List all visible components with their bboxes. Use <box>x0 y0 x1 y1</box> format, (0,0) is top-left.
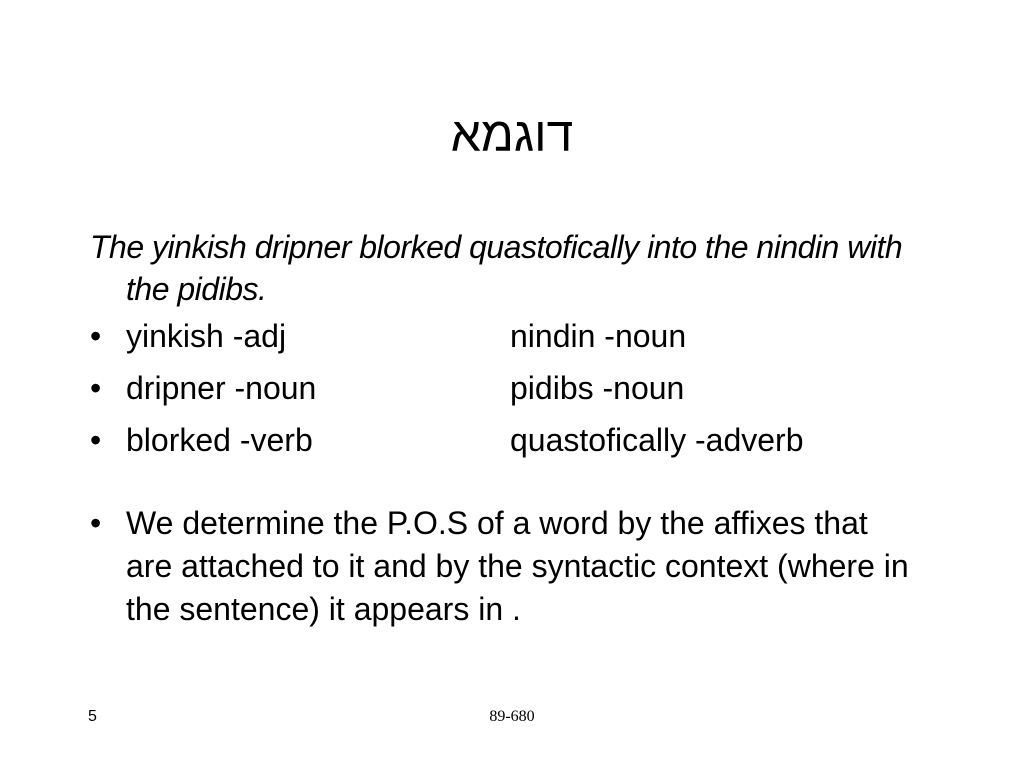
list-item <box>90 310 920 362</box>
word-pos-left: dripner -noun <box>126 370 317 406</box>
bullet-icon: • <box>90 422 102 458</box>
pos-list <box>90 310 920 466</box>
bullet-icon: • <box>90 370 102 406</box>
conclusion-text: We determine the P.O.S of a word by the affixes that are attached to it and by the syntactic context (where in the sentence) it appears in . <box>126 505 909 627</box>
slide-title: דוגמא <box>450 109 574 162</box>
bullet-icon: • <box>90 318 102 354</box>
list-item <box>90 362 920 414</box>
example-sentence: The yinkish dripner blorked quastofically into the nindin with the pidibs. <box>90 229 903 307</box>
word-pos-left: blorked -verb <box>126 422 313 458</box>
course-code: 89-680 <box>489 708 535 725</box>
word-pos-left: yinkish -adj <box>126 318 287 354</box>
spacer <box>90 466 920 502</box>
word-pos-right: nindin -noun <box>510 318 687 354</box>
conclusion-bullet <box>90 502 920 631</box>
slide-body <box>90 226 920 631</box>
list-item <box>90 414 920 466</box>
word-pos-right: quastofically -adverb <box>510 422 804 458</box>
slide-number: 5 <box>88 708 97 725</box>
word-pos-right: pidibs -noun <box>510 370 685 406</box>
bullet-icon: • <box>90 505 102 541</box>
